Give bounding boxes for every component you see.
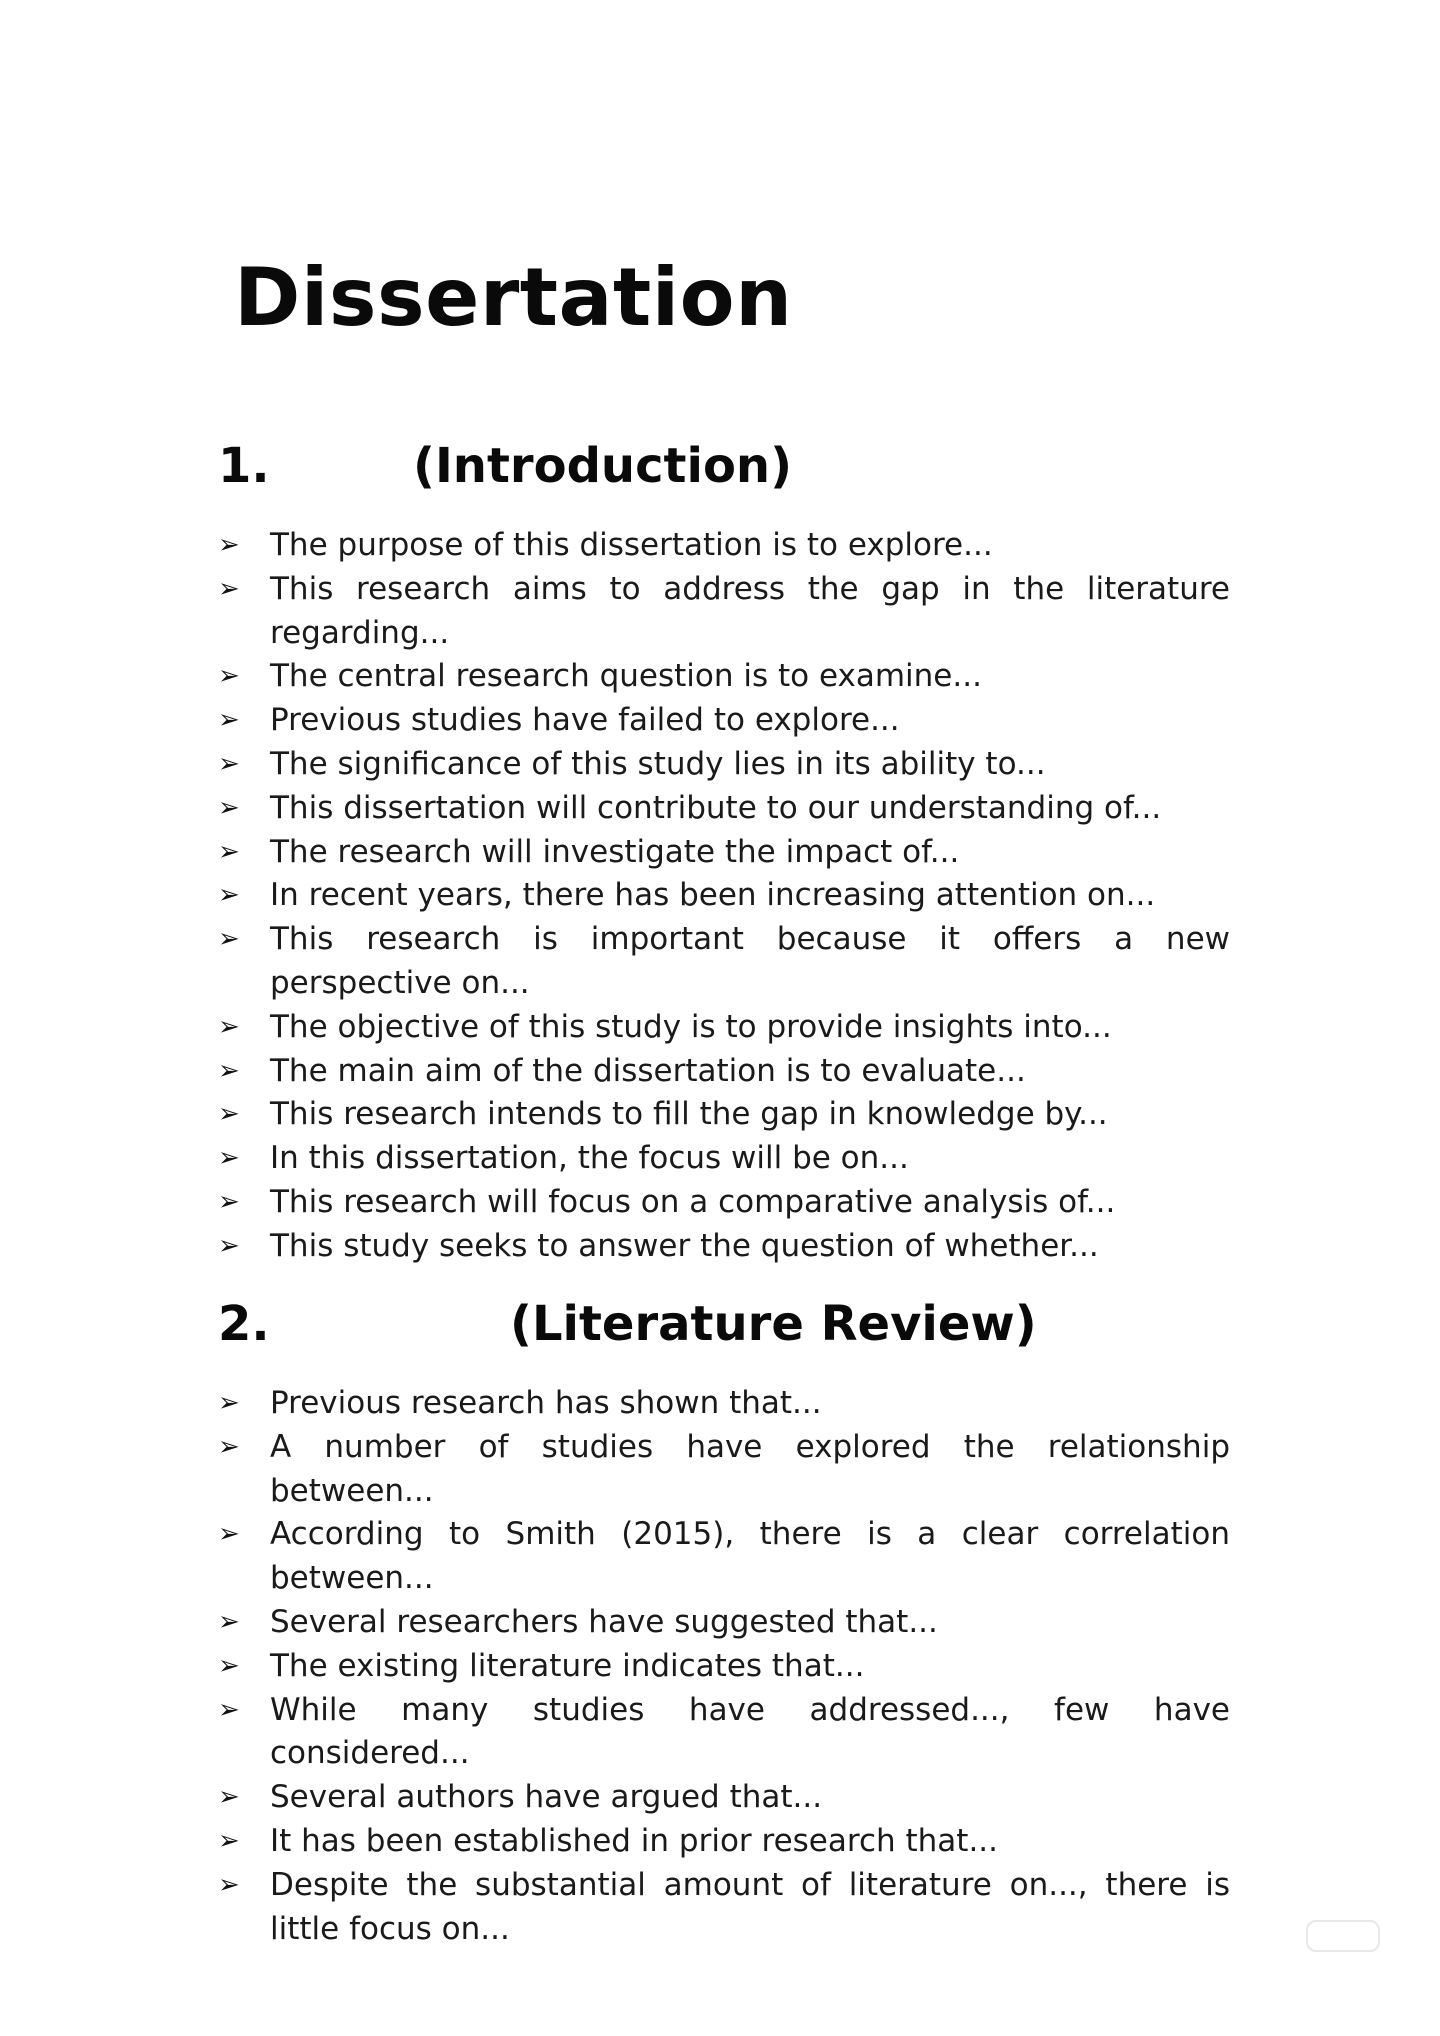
section-name: (Introduction) xyxy=(413,438,793,494)
section-name: (Literature Review) xyxy=(510,1296,1037,1352)
list-item xyxy=(218,1513,1230,1601)
list-item xyxy=(218,524,1230,568)
section-number: 2. xyxy=(218,1296,270,1352)
arrow-bullet-icon: ➢ xyxy=(218,1782,240,1813)
section-heading-introduction xyxy=(218,436,1018,496)
arrow-bullet-icon: ➢ xyxy=(218,573,240,604)
introduction-phrase-list xyxy=(218,524,1230,1269)
arrow-bullet-icon: ➢ xyxy=(218,836,240,867)
list-item xyxy=(218,1093,1230,1137)
list-item-text: This dissertation will contribute to our understanding of... xyxy=(270,789,1162,826)
list-item xyxy=(218,1820,1230,1864)
list-item xyxy=(218,1137,1230,1181)
arrow-bullet-icon: ➢ xyxy=(218,1694,240,1725)
list-item-text: This research will focus on a comparative analysis of... xyxy=(270,1183,1116,1220)
arrow-bullet-icon: ➢ xyxy=(218,1055,240,1086)
arrow-bullet-icon: ➢ xyxy=(218,1825,240,1856)
list-item xyxy=(218,1225,1230,1269)
list-item xyxy=(218,743,1230,787)
arrow-bullet-icon: ➢ xyxy=(218,661,240,692)
list-item-text: In this dissertation, the focus will be on... xyxy=(270,1140,909,1177)
list-item xyxy=(218,1689,1230,1777)
list-item xyxy=(218,1382,1230,1426)
list-item-text: The central research question is to examine... xyxy=(270,658,982,695)
list-item-text: Previous research has shown that... xyxy=(270,1385,822,1421)
list-item xyxy=(218,787,1230,831)
list-item xyxy=(218,1645,1230,1689)
arrow-bullet-icon: ➢ xyxy=(218,1650,240,1681)
list-item-text: The objective of this study is to provide insights into... xyxy=(270,1008,1112,1045)
arrow-bullet-icon: ➢ xyxy=(218,1186,240,1217)
arrow-bullet-icon: ➢ xyxy=(218,1099,240,1130)
list-item-text: The main aim of the dissertation is to evaluate... xyxy=(270,1052,1026,1089)
list-item xyxy=(218,831,1230,875)
list-item-text: A number of studies have explored the relationship between... xyxy=(270,1428,1230,1509)
arrow-bullet-icon: ➢ xyxy=(218,1388,240,1418)
list-item-text: Several researchers have suggested that... xyxy=(270,1603,938,1640)
list-item-text: This research is important because it offers a new perspective on... xyxy=(270,921,1230,1001)
list-item-text: In recent years, there has been increasing attention on... xyxy=(270,877,1156,914)
list-item-text: This research intends to fill the gap in knowledge by... xyxy=(270,1096,1108,1133)
list-item-text: This research aims to address the gap in the literature regarding... xyxy=(270,570,1230,651)
list-item-text: The existing literature indicates that... xyxy=(270,1647,865,1684)
list-item xyxy=(218,1050,1230,1094)
list-item xyxy=(218,699,1230,743)
arrow-bullet-icon: ➢ xyxy=(218,1143,240,1174)
list-item-text: It has been established in prior research that... xyxy=(270,1822,999,1859)
document-title: Dissertation xyxy=(234,251,793,344)
literature-review-phrase-list xyxy=(218,1382,1230,1951)
arrow-bullet-icon: ➢ xyxy=(218,792,240,823)
list-item-text: Despite the substantial amount of literature on..., there is little focus on... xyxy=(270,1866,1230,1947)
list-item-text: The significance of this study lies in its ability to... xyxy=(270,745,1046,782)
arrow-bullet-icon: ➢ xyxy=(218,1606,240,1637)
arrow-bullet-icon: ➢ xyxy=(218,924,240,955)
list-item xyxy=(218,918,1230,1006)
rednote-logo-icon xyxy=(1306,1920,1380,1952)
list-item-text: Several authors have argued that... xyxy=(270,1779,823,1816)
arrow-bullet-icon: ➢ xyxy=(218,880,240,911)
list-item-text: The research will investigate the impact of... xyxy=(270,833,960,870)
list-item xyxy=(218,1776,1230,1820)
arrow-bullet-icon: ➢ xyxy=(218,748,240,779)
list-item-text: According to Smith (2015), there is a clear correlation between... xyxy=(270,1516,1230,1597)
arrow-bullet-icon: ➢ xyxy=(218,1011,240,1042)
arrow-bullet-icon: ➢ xyxy=(218,530,240,560)
list-item xyxy=(218,874,1230,918)
list-item-text: Previous studies have failed to explore... xyxy=(270,702,900,739)
arrow-bullet-icon: ➢ xyxy=(218,1519,240,1550)
list-item-text: While many studies have addressed..., few have considered... xyxy=(270,1691,1230,1772)
list-item xyxy=(218,1864,1230,1952)
arrow-bullet-icon: ➢ xyxy=(218,705,240,736)
list-item xyxy=(218,1426,1230,1514)
arrow-bullet-icon: ➢ xyxy=(218,1431,240,1462)
list-item xyxy=(218,1181,1230,1225)
arrow-bullet-icon: ➢ xyxy=(218,1869,240,1900)
section-heading-literature-review xyxy=(218,1294,1118,1354)
list-item xyxy=(218,568,1230,656)
list-item-text: The purpose of this dissertation is to explore... xyxy=(270,527,993,563)
arrow-bullet-icon: ➢ xyxy=(218,1230,240,1261)
list-item xyxy=(218,655,1230,699)
list-item-text: This study seeks to answer the question of whether... xyxy=(270,1227,1099,1264)
section-number: 1. xyxy=(218,438,270,494)
list-item xyxy=(218,1601,1230,1645)
list-item xyxy=(218,1006,1230,1050)
